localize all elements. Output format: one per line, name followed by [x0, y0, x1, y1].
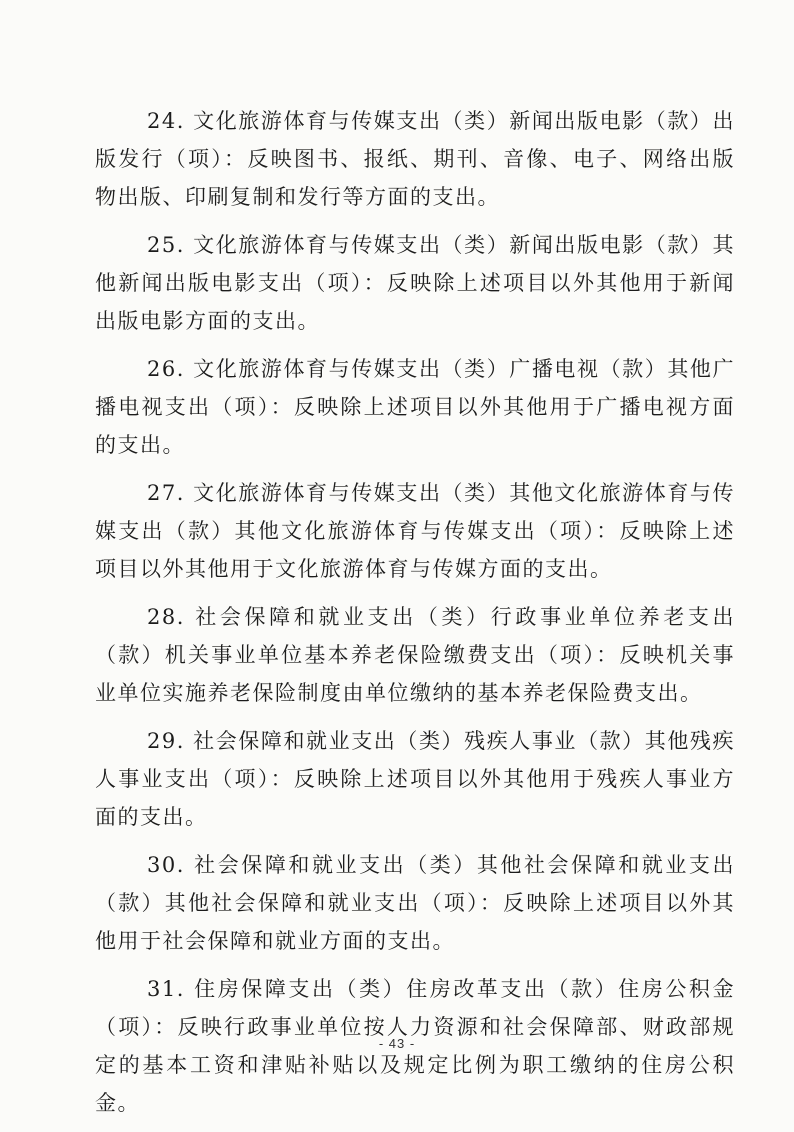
page-number: - 43 - [378, 1036, 416, 1051]
paragraph-item-25: 25. 文化旅游体育与传媒支出（类）新闻出版电影（款）其他新闻出版电影支出（项）：反映除上述项目以外其他用于新闻出版电影方面的支出。 [95, 233, 735, 333]
paragraph-item-31: 31. 住房保障支出（类）住房改革支出（款）住房公积金（项）：反映行政事业单位按人力资源和社会保障部、财政部规定的基本工资和津贴补贴以及规定比例为职工缴纳的住房公积金。 [95, 977, 735, 1115]
paragraph-item-24: 24. 文化旅游体育与传媒支出（类）新闻出版电影（款）出版发行（项）：反映图书、报纸、期刊、音像、电子、网络出版物出版、印刷复制和发行等方面的支出。 [95, 109, 735, 209]
paragraph-item-29: 29. 社会保障和就业支出（类）残疾人事业（款）其他残疾人事业支出（项）：反映除上述项目以外其他用于残疾人事业方面的支出。 [95, 729, 735, 829]
document-body [95, 102, 735, 1132]
paragraph-item-27: 27. 文化旅游体育与传媒支出（类）其他文化旅游体育与传媒支出（款）其他文化旅游体育与传媒支出（项）：反映除上述项目以外其他用于文化旅游体育与传媒方面的支出。 [95, 481, 735, 581]
paragraph-item-30: 30. 社会保障和就业支出（类）其他社会保障和就业支出（款）其他社会保障和就业支出（项）：反映除上述项目以外其他用于社会保障和就业方面的支出。 [95, 853, 735, 953]
paragraph-item-28: 28. 社会保障和就业支出（类）行政事业单位养老支出（款）机关事业单位基本养老保险缴费支出（项）：反映机关事业单位实施养老保险制度由单位缴纳的基本养老保险费支出。 [95, 605, 735, 705]
paragraph-item-26: 26. 文化旅游体育与传媒支出（类）广播电视（款）其他广播电视支出（项）：反映除上述项目以外其他用于广播电视方面的支出。 [95, 357, 735, 457]
